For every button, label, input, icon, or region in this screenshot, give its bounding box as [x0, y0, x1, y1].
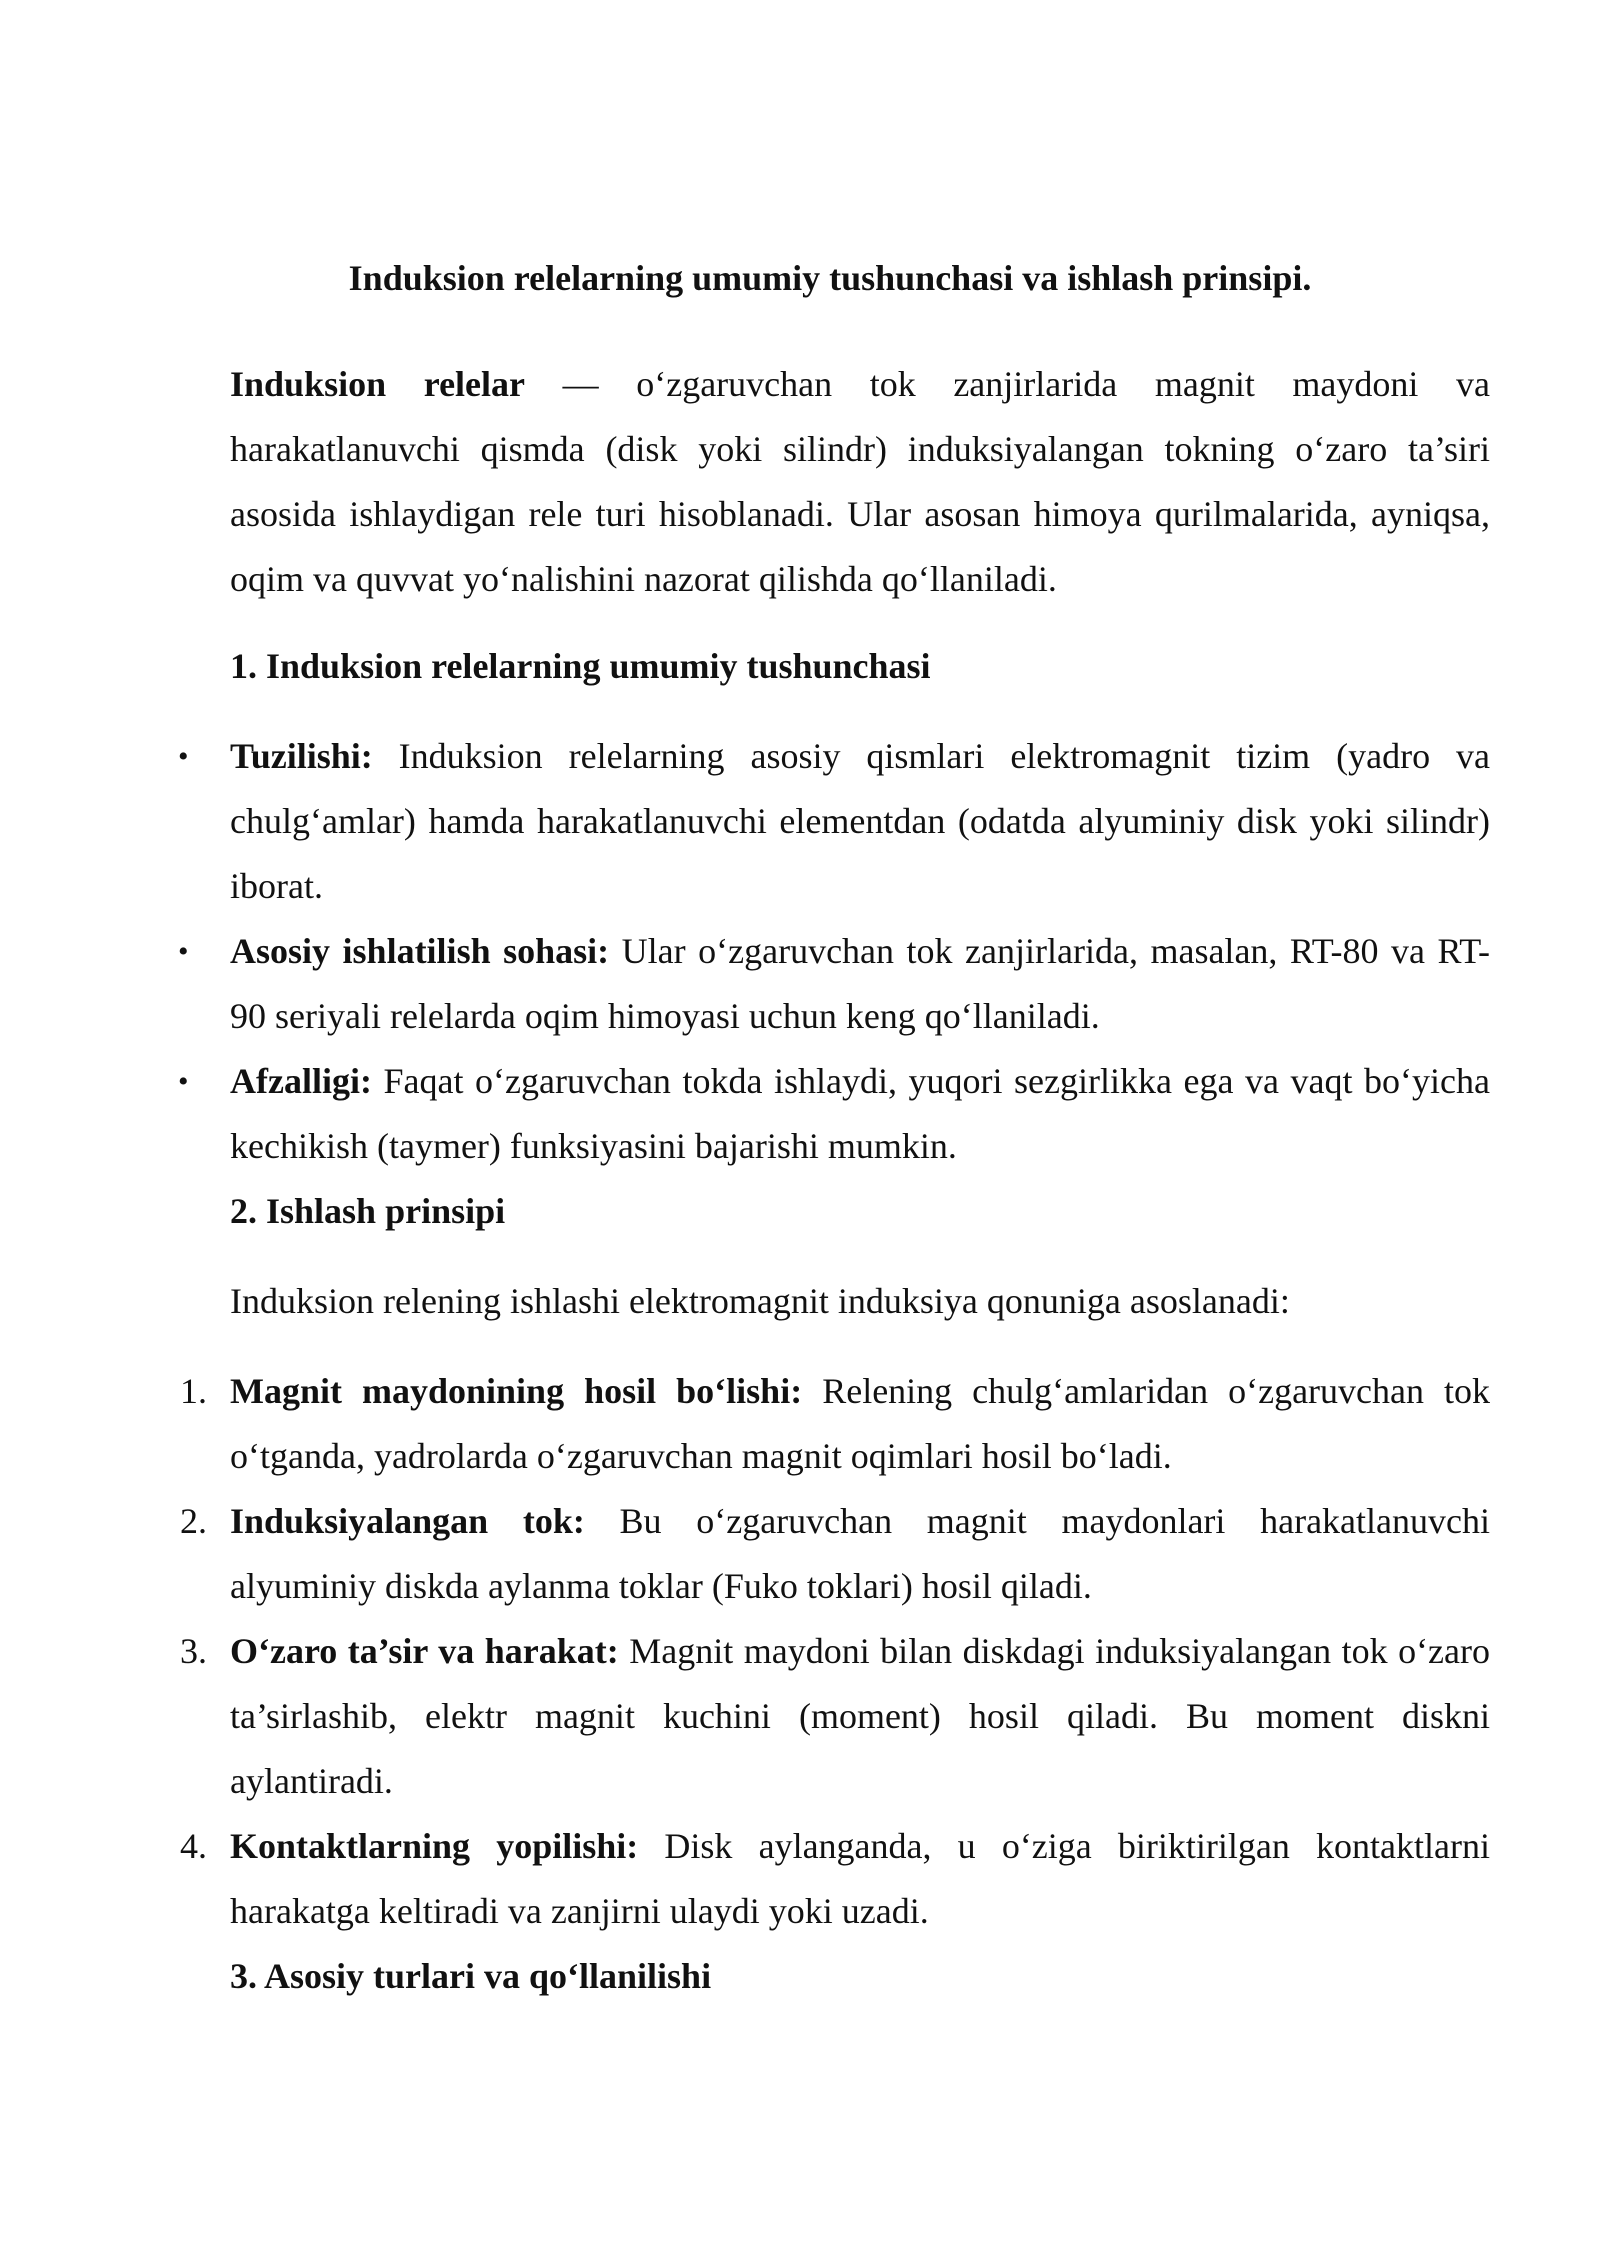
list-item: [178, 919, 1490, 1049]
bullet-marker: •: [178, 1065, 189, 1098]
bullet-term: Tuzilishi:: [230, 736, 373, 776]
step-number: 3.: [180, 1631, 207, 1671]
bullet-term: Afzalligi:: [230, 1061, 372, 1101]
bullet-text: Faqat o‘zgaruvchan tokda ishlaydi, yuqori sezgirlikka ega va vaqt bo‘yicha kechikish (taymer) funksiyasini bajarishi mumkin.: [230, 1061, 1490, 1166]
list-item: [180, 1814, 1490, 1944]
step-text: Disk aylanganda, u o‘ziga biriktirilgan kontaktlarni harakatga keltiradi va zanjirni ulaydi yoki uzadi.: [230, 1826, 1490, 1931]
step-text: Bu o‘zgaruvchan magnit maydonlari harakatlanuvchi alyuminiy diskda aylanma toklar (Fuko toklari) hosil qiladi.: [230, 1501, 1490, 1606]
section3-heading: 3. Asosiy turlari va qo‘llanilishi: [230, 1956, 712, 1996]
list-item: [180, 1359, 1491, 1489]
step-term: Kontaktlarning yopilishi:: [230, 1826, 639, 1866]
step-text: Relening chulg‘amlaridan o‘zgaruvchan tok o‘tganda, yadrolarda o‘zgaruvchan magnit oqimlari hosil bo‘ladi.: [230, 1371, 1491, 1476]
intro-text: — o‘zgaruvchan tok zanjirlarida magnit maydoni va harakatlanuvchi qismda (disk yoki silindr) induksiyalangan tokning o‘zaro ta’siri asosida ishlaydigan rele turi hisoblanadi. Ular asosan himoya qurilmalarida, ayniqsa, oqim va quvvat yo‘nalishini nazorat qilishda qo‘llaniladi.: [230, 364, 1490, 599]
section2-intro: Induksion relening ishlashi elektromagnit induksiya qonuniga asoslanadi:: [230, 1281, 1290, 1321]
bullet-term: Asosiy ishlatilish sohasi:: [230, 931, 610, 971]
intro-term: Induksion relelar: [230, 364, 526, 404]
bullet-marker: •: [178, 740, 189, 773]
list-item: [178, 1049, 1490, 1179]
step-number: 2.: [180, 1501, 207, 1541]
section2-heading: 2. Ishlash prinsipi: [230, 1191, 506, 1231]
section1-bullet-list: [178, 724, 1490, 1179]
step-text: Magnit maydoni bilan diskdagi induksiyalangan tok o‘zaro ta’sirlashib, elektr magnit kuchini (moment) hosil qiladi. Bu moment diskni aylantiradi.: [230, 1631, 1490, 1801]
bullet-marker: •: [178, 935, 189, 968]
step-number: 1.: [180, 1371, 207, 1411]
list-item: [180, 1619, 1490, 1814]
document-body: [178, 352, 1491, 2009]
intro-paragraph: [230, 352, 1490, 612]
bullet-text: Ular o‘zgaruvchan tok zanjirlarida, masalan, RT-80 va RT-90 seriyali relelarda oqim himoyasi uchun keng qo‘llaniladi.: [230, 931, 1490, 1036]
section2-step-list: [180, 1359, 1491, 1944]
step-term: Magnit maydonining hosil bo‘lishi:: [230, 1371, 803, 1411]
list-item: [178, 724, 1490, 919]
document-title: Induksion relelarning umumiy tushunchasi va ishlash prinsipi.: [348, 258, 1312, 298]
step-term: O‘zaro ta’sir va harakat:: [230, 1631, 619, 1671]
step-number: 4.: [180, 1826, 207, 1866]
section1-heading: 1. Induksion relelarning umumiy tushunchasi: [230, 646, 931, 686]
step-term: Induksiyalangan tok:: [230, 1501, 585, 1541]
bullet-text: Induksion relelarning asosiy qismlari elektromagnit tizim (yadro va chulg‘amlar) hamda harakatlanuvchi elementdan (odatda alyuminiy disk yoki silindr) iborat.: [230, 736, 1490, 906]
list-item: [180, 1489, 1490, 1619]
